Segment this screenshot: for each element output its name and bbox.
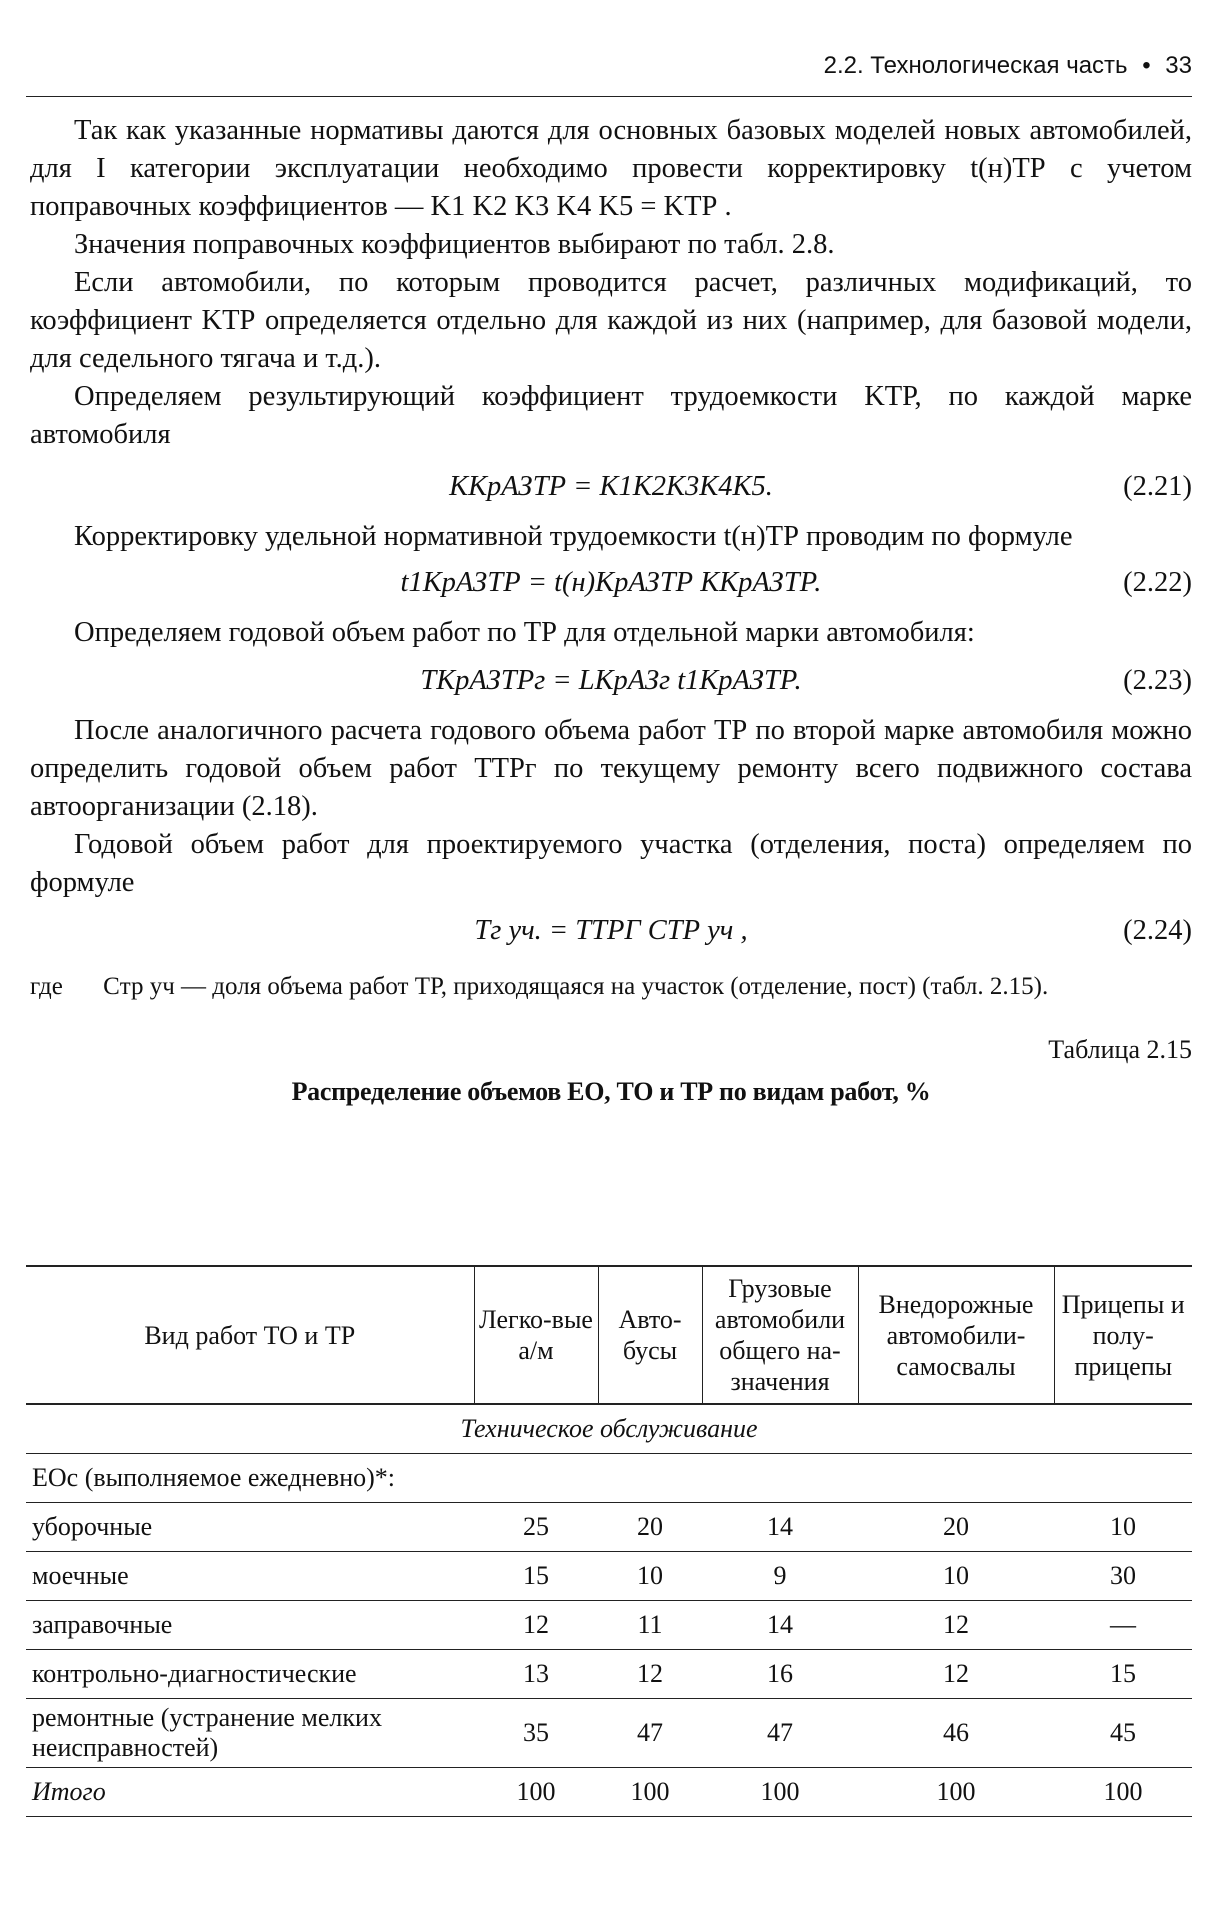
cell: 30 [1054, 1552, 1192, 1601]
formula-number: (2.23) [1123, 665, 1192, 696]
table-total-row [26, 1768, 1192, 1817]
formula-expression: t1КрАЗТР = t(н)КрАЗТР KКрАЗТР. [400, 567, 822, 598]
distribution-table [26, 1265, 1192, 1817]
cell: 12 [858, 1650, 1054, 1699]
row-label: контрольно-диагностические [26, 1650, 474, 1699]
cell: 100 [1054, 1768, 1192, 1817]
header-buses: Авто-бусы [598, 1266, 702, 1404]
paragraph-correction: Корректировку удельной нормативной трудоемкости t(н)ТР проводим по формуле [74, 521, 1073, 552]
where-label: где [30, 973, 63, 1000]
where-clause [30, 968, 1192, 1006]
body-text [30, 112, 1192, 1111]
cell: 16 [702, 1650, 858, 1699]
formula-2-23 [30, 662, 1192, 712]
cell: 46 [858, 1699, 1054, 1768]
cell: 15 [1054, 1650, 1192, 1699]
paragraph-3: Если автомобили, по которым проводится расчет, различных модификаций, то коэффициент KТР определяется отдельно для каждой из них (например, для базовой модели, для седельного тягача и т.д.). [30, 267, 1192, 374]
table-caption: Таблица 2.15 [1048, 1035, 1192, 1064]
running-title: 2.2. Технологическая часть [823, 52, 1128, 79]
formula-2-24 [30, 912, 1192, 962]
cell: 100 [474, 1768, 598, 1817]
header-trucks: Грузовые автомобили общего на-значения [702, 1266, 858, 1404]
paragraph-section: Годовой объем работ для проектируемого участка (отделения, поста) определяем по формуле [30, 829, 1192, 898]
formula-2-21 [30, 468, 1192, 518]
formula-expression: Tг уч. = TТРГ CТР уч , [474, 915, 748, 946]
page-header [26, 52, 1192, 97]
table-row [26, 1503, 1192, 1552]
header-dump-trucks: Внедорожные автомобили-самосвалы [858, 1266, 1054, 1404]
paragraph-2: Значения поправочных коэффициентов выбирают по табл. 2.8. [74, 229, 835, 260]
cell: 35 [474, 1699, 598, 1768]
header-cars: Легко-вые а/м [474, 1266, 598, 1404]
row-label: моечные [26, 1552, 474, 1601]
table-group-row [26, 1454, 1192, 1503]
header-trailers: Прицепы и полу-прицепы [1054, 1266, 1192, 1404]
formula-number: (2.24) [1123, 915, 1192, 946]
table-header-row [26, 1266, 1192, 1404]
where-text: Cтр уч — доля объема работ ТР, приходящаяся на участок (отделение, пост) (табл. 2.15). [103, 973, 1049, 1000]
cell: 20 [858, 1503, 1054, 1552]
cell: — [1054, 1601, 1192, 1650]
cell: 47 [702, 1699, 858, 1768]
cell: 12 [474, 1601, 598, 1650]
cell: 25 [474, 1503, 598, 1552]
section-label: Техническое обслуживание [26, 1404, 1192, 1454]
paragraph-4: Определяем результирующий коэффициент трудоемкости KТР, по каждой марке автомобиля [30, 381, 1192, 450]
cell: 45 [1054, 1699, 1192, 1768]
formula-number: (2.21) [1123, 471, 1192, 502]
table-row [26, 1699, 1192, 1768]
cell: 14 [702, 1601, 858, 1650]
table-row [26, 1601, 1192, 1650]
cell: 20 [598, 1503, 702, 1552]
table-row [26, 1650, 1192, 1699]
table-section-row [26, 1404, 1192, 1454]
paragraph-after: После аналогичного расчета годового объема работ ТР по второй марке автомобиля можно определить годовой объем работ TТРг по текущему ремонту всего подвижного состава автоорганизации (2.18). [30, 715, 1192, 822]
header-bullet: • [1142, 52, 1151, 79]
cell: 14 [702, 1503, 858, 1552]
formula-2-22 [30, 564, 1192, 614]
formula-expression: KКрАЗТР = K1K2K3K4K5. [449, 471, 773, 502]
cell: 47 [598, 1699, 702, 1768]
total-label: Итого [26, 1768, 474, 1817]
paragraph-1: Так как указанные нормативы даются для основных базовых моделей новых автомобилей, для I категории эксплуатации необходимо провести корректировку t(н)ТР с учетом поправочных коэффициентов — K1 K2 K3 K4 K5 = KТР . [30, 115, 1192, 222]
cell: 10 [858, 1552, 1054, 1601]
table-row [26, 1552, 1192, 1601]
formula-expression: TКрАЗТРг = LКрАЗг t1КрАЗТР. [420, 665, 802, 696]
cell: 10 [598, 1552, 702, 1601]
group-label: ЕОс (выполняемое ежедневно)*: [26, 1454, 1192, 1503]
cell: 100 [598, 1768, 702, 1817]
cell: 15 [474, 1552, 598, 1601]
cell: 10 [1054, 1503, 1192, 1552]
formula-number: (2.22) [1123, 567, 1192, 598]
cell: 12 [858, 1601, 1054, 1650]
cell: 9 [702, 1552, 858, 1601]
cell: 100 [858, 1768, 1054, 1817]
cell: 11 [598, 1601, 702, 1650]
cell: 12 [598, 1650, 702, 1699]
header-work-type: Вид работ ТО и ТР [26, 1266, 474, 1404]
table-title: Распределение объемов ЕО, ТО и ТР по видам работ, % [291, 1077, 931, 1106]
cell: 13 [474, 1650, 598, 1699]
paragraph-annual: Определяем годовой объем работ по ТР для отдельной марки автомобиля: [74, 617, 975, 648]
row-label: ремонтные (устранение мелких неисправностей) [26, 1699, 474, 1768]
page-number: 33 [1165, 52, 1192, 79]
row-label: заправочные [26, 1601, 474, 1650]
cell: 100 [702, 1768, 858, 1817]
row-label: уборочные [26, 1503, 474, 1552]
